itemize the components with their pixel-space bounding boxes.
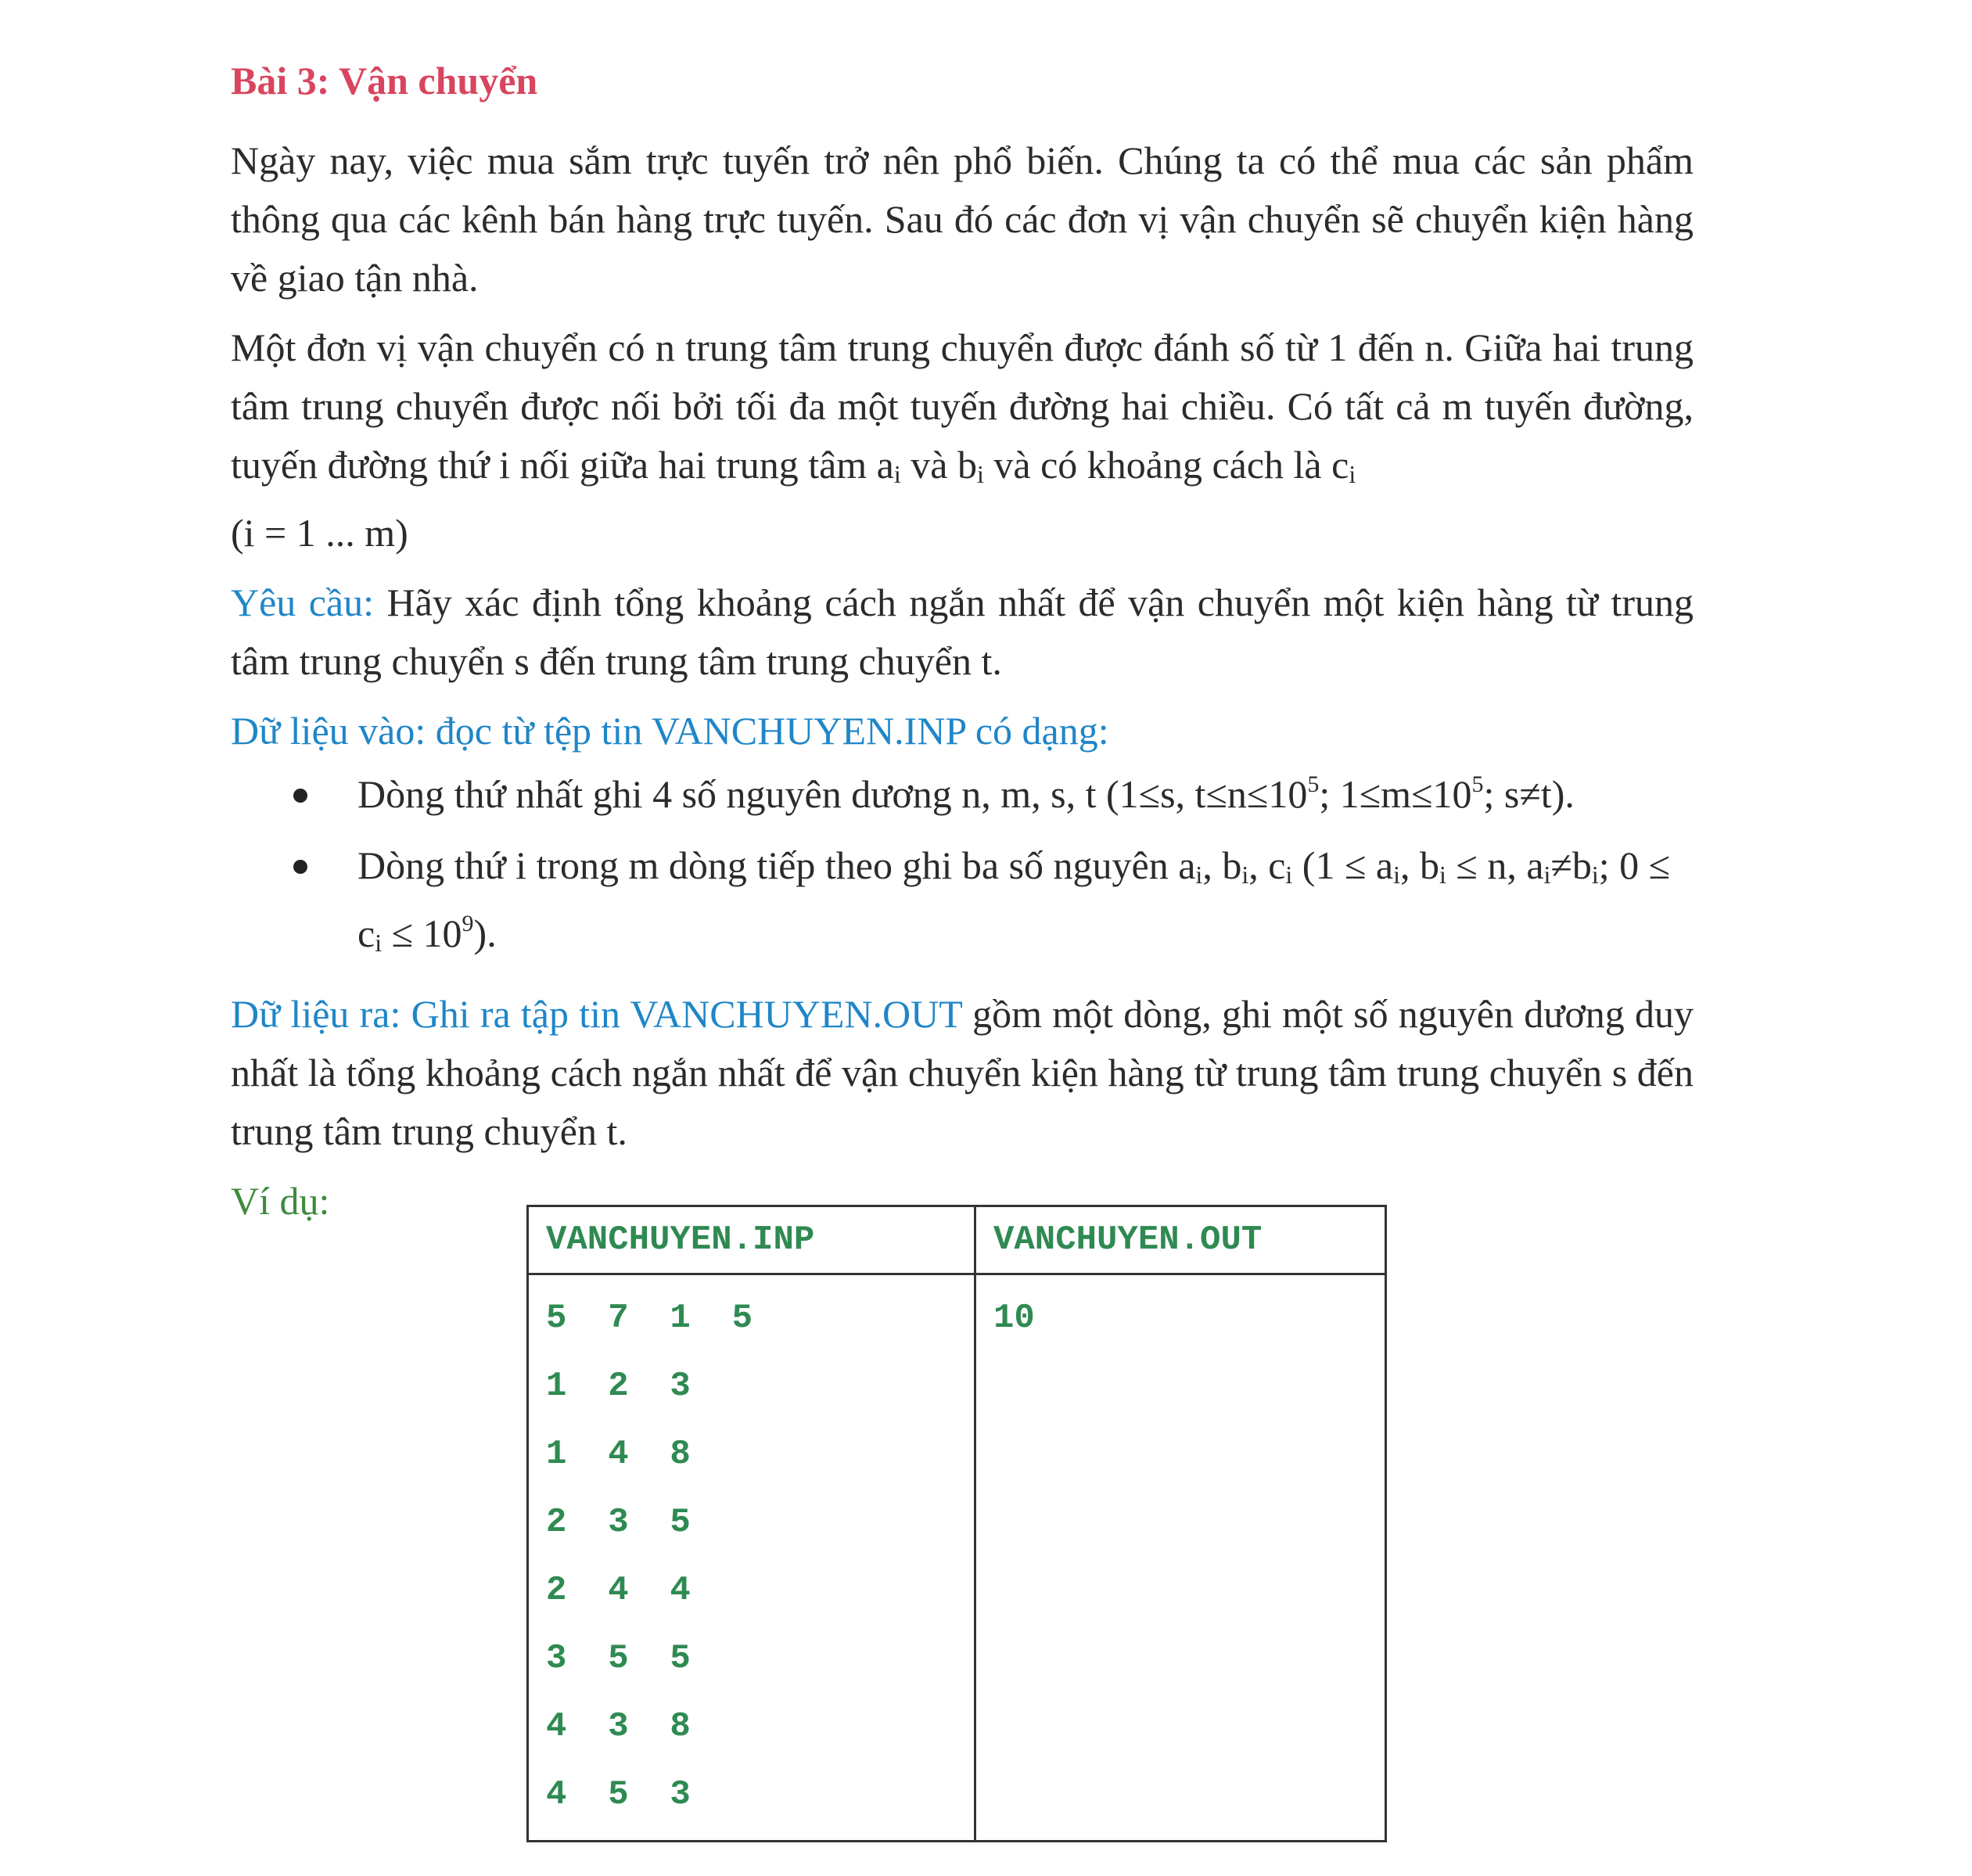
bullet1-text-2: ; 1≤m≤10 [1319, 772, 1472, 816]
subscript-i: i [1195, 861, 1203, 889]
input-cell [528, 1274, 975, 1842]
superscript: 5 [1471, 771, 1484, 797]
input-line: 1 2 3 [546, 1367, 691, 1406]
subscript-i: i [893, 460, 901, 488]
subscript-i: i [1241, 861, 1249, 889]
input-heading: Dữ liệu vào: đọc từ tệp tin VANCHUYEN.INP có dạng: [231, 709, 1109, 753]
bullet-icon [293, 860, 307, 874]
bullet2-text: ≤ n, a [1446, 843, 1544, 887]
input-format-list [231, 765, 1694, 972]
input-line: 4 5 3 [546, 1775, 691, 1814]
requirement-label: Yêu cầu: [231, 580, 375, 624]
bullet2-text: , c [1248, 843, 1286, 887]
subscript-i: i [1439, 861, 1446, 889]
table-row [528, 1274, 1386, 1842]
input-line: 2 4 4 [546, 1571, 691, 1610]
problem-title: Bài 3: Vận chuyển [231, 59, 538, 102]
header-output-file: VANCHUYEN.OUT [975, 1206, 1386, 1274]
subscript-i: i [1591, 861, 1599, 889]
bullet1-text-1: Dòng thứ nhất ghi 4 số nguyên dương n, m, s, t (1≤s, t≤n≤10 [357, 772, 1308, 816]
list-item [231, 836, 1694, 972]
output-line: 10 [993, 1299, 1035, 1338]
bullet2-text: ). [473, 911, 497, 955]
bullet2-text: Dòng thứ i trong m dòng tiếp theo ghi ba số nguyên a [357, 843, 1196, 887]
list-item [231, 765, 1694, 824]
output-cell [975, 1274, 1386, 1842]
bullet2-text: , b [1399, 843, 1439, 887]
subscript-i: i [1393, 861, 1400, 889]
subscript-i: i [976, 460, 984, 488]
output-text: gồm một dòng, ghi một số nguyên dương duy nhất là tổng khoảng cách ngắn nhất để vận chuyển kiện hàng từ trung tâm trung chuyển s đến trung tâm trung chuyển t. [231, 992, 1694, 1153]
subscript-i: i [1543, 861, 1551, 889]
intro-paragraph: Ngày nay, việc mua sắm trực tuyến trở nên phổ biến. Chúng ta có thể mua các sản phẩm thông qua các kênh bán hàng trực tuyến. Sau đó các đơn vị vận chuyển sẽ chuyển kiện hàng về giao tận nhà. [231, 138, 1694, 300]
superscript: 9 [462, 911, 474, 936]
input-line: 2 3 5 [546, 1503, 691, 1542]
subscript-i: i [1349, 460, 1356, 488]
bullet1-text-3: ; s≠t). [1483, 772, 1575, 816]
bullet2-text: (1 ≤ a [1292, 843, 1394, 887]
input-line: 4 3 8 [546, 1707, 691, 1746]
subscript-i: i [1285, 861, 1293, 889]
table-header-row [528, 1206, 1386, 1274]
problem-content [231, 53, 1694, 1231]
example-label: Ví dụ: [231, 1179, 330, 1223]
network-text-1: Một đơn vị vận chuyển có n trung tâm trung chuyển được đánh số từ 1 đến n. Giữa hai trung tâm trung chuyển được nối bởi tối đa một tuyến đường hai chiều. Có tất cả m tuyến đường, tuyến đường thứ i nối giữa hai trung tâm a [231, 325, 1694, 487]
input-line: 3 5 5 [546, 1639, 691, 1678]
network-text-4: (i = 1 ... m) [231, 511, 408, 555]
subscript-i: i [375, 929, 383, 957]
bullet2-text: ≠b [1550, 843, 1592, 887]
bullet2-text: ≤ 10 [382, 911, 462, 955]
output-paragraph [231, 985, 1694, 1161]
requirement-text: Hãy xác định tổng khoảng cách ngắn nhất để vận chuyển một kiện hàng từ trung tâm trung chuyển s đến trung tâm trung chuyển t. [231, 580, 1694, 683]
superscript: 5 [1307, 771, 1320, 797]
output-label: Dữ liệu ra: Ghi ra tập tin VANCHUYEN.OUT [231, 992, 962, 1036]
input-line: 5 7 1 5 [546, 1299, 753, 1338]
example-table [526, 1205, 1387, 1842]
requirement-paragraph [231, 573, 1694, 691]
network-text-3: và có khoảng cách là c [983, 443, 1349, 487]
header-input-file: VANCHUYEN.INP [528, 1206, 975, 1274]
network-text-2: và b [900, 443, 977, 487]
bullet2-text: ; 0 ≤ c [357, 843, 1671, 955]
network-paragraph [231, 318, 1694, 562]
input-line: 1 4 8 [546, 1435, 691, 1474]
bullet2-text: , b [1202, 843, 1242, 887]
bullet-icon [293, 789, 307, 803]
